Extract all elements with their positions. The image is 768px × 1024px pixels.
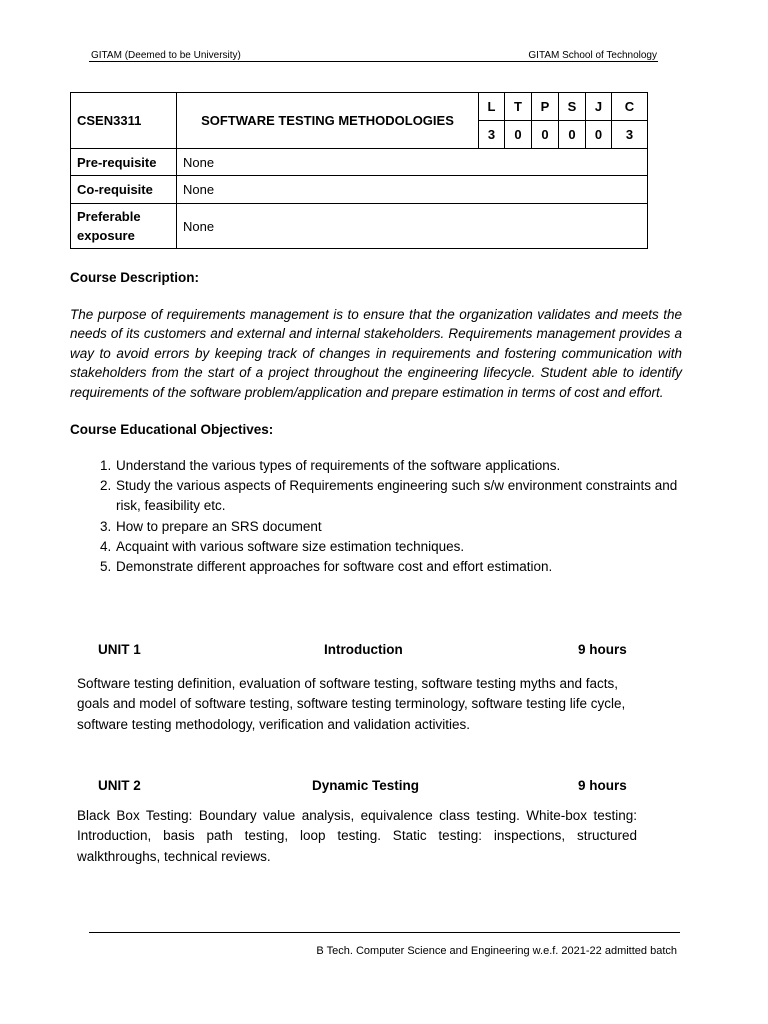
objective-item: 3. How to prepare an SRS document [115, 517, 695, 537]
unit1-content: Software testing definition, evaluation of software testing, software testing myths and facts, goals and model of software testing, software testing terminology, software testing life cycle, software testing methodology, verification and validation activities. [77, 676, 626, 732]
credit-value-c: 3 [612, 121, 648, 149]
credit-value-j: 0 [586, 121, 612, 149]
credit-value-p: 0 [532, 121, 559, 149]
unit2-label: UNIT 2 [98, 778, 141, 793]
preferable-label-line1: Preferable [77, 209, 141, 224]
credit-header-l: L [479, 93, 505, 121]
description-heading: Course Description: [70, 270, 200, 285]
preferable-row [71, 204, 648, 249]
credit-header-s: S [559, 93, 586, 121]
credit-header-j: J [586, 93, 612, 121]
preferable-label-line2: exposure [77, 228, 135, 243]
preferable-label [71, 204, 177, 249]
prerequisite-label: Pre-requisite [71, 149, 177, 176]
unit1-title: Introduction [324, 642, 403, 657]
unit2-title: Dynamic Testing [312, 778, 420, 793]
course-title: SOFTWARE TESTING METHODOLOGIES [177, 93, 479, 149]
objectives-list [90, 456, 695, 577]
credit-header-p: P [532, 93, 559, 121]
unit2-content: Black Box Testing: Boundary value analysis, equivalence class testing. White-box testing: Introduction, basis path testing, loop testing. Static testing: inspections, structured walkthroughs, technical reviews. [77, 808, 637, 864]
corequisite-row [71, 176, 648, 204]
credit-header-t: T [505, 93, 532, 121]
course-info-table [70, 92, 648, 249]
objective-item: 5. Demonstrate different approaches for software cost and effort estimation. [115, 557, 695, 577]
prerequisite-row [71, 149, 648, 176]
course-title-row [71, 93, 648, 121]
header-school: GITAM School of Technology [528, 50, 657, 61]
objectives-heading: Course Educational Objectives: [70, 422, 274, 437]
credit-value-s: 0 [559, 121, 586, 149]
objective-item: 1. Understand the various types of requirements of the software applications. [115, 456, 695, 476]
prerequisite-value: None [177, 149, 648, 176]
corequisite-label: Co-requisite [71, 176, 177, 204]
course-code: CSEN3311 [71, 93, 177, 149]
header-rule [89, 61, 658, 62]
credit-value-t: 0 [505, 121, 532, 149]
credit-header-c: C [612, 93, 648, 121]
footer-rule [89, 932, 680, 933]
unit2-hours: 9 hours [578, 778, 627, 793]
header-university: GITAM (Deemed to be University) [91, 50, 241, 61]
credit-value-l: 3 [479, 121, 505, 149]
corequisite-value: None [177, 176, 648, 204]
objective-item: 2. Study the various aspects of Requirements engineering such s/w environment constraints and risk, feasibility etc. [115, 476, 695, 516]
objective-item: 4. Acquaint with various software size estimation techniques. [115, 537, 695, 557]
preferable-value: None [177, 204, 648, 249]
unit1-label: UNIT 1 [98, 642, 141, 657]
unit1-hours: 9 hours [578, 642, 627, 657]
description-text: The purpose of requirements management is to ensure that the organization validates and meets the needs of its customers and external and internal stakeholders. Requirements management provides a way to avoid errors by keeping track of changes in requirements and fostering communication with stakeholders from the start of a project throughout the engineering lifecycle. Student able to identify requirements of the software problem/application and prepare estimation in terms of cost and effort. [70, 307, 682, 400]
footer-text: B Tech. Computer Science and Engineering w.e.f. 2021-22 admitted batch [316, 945, 677, 957]
